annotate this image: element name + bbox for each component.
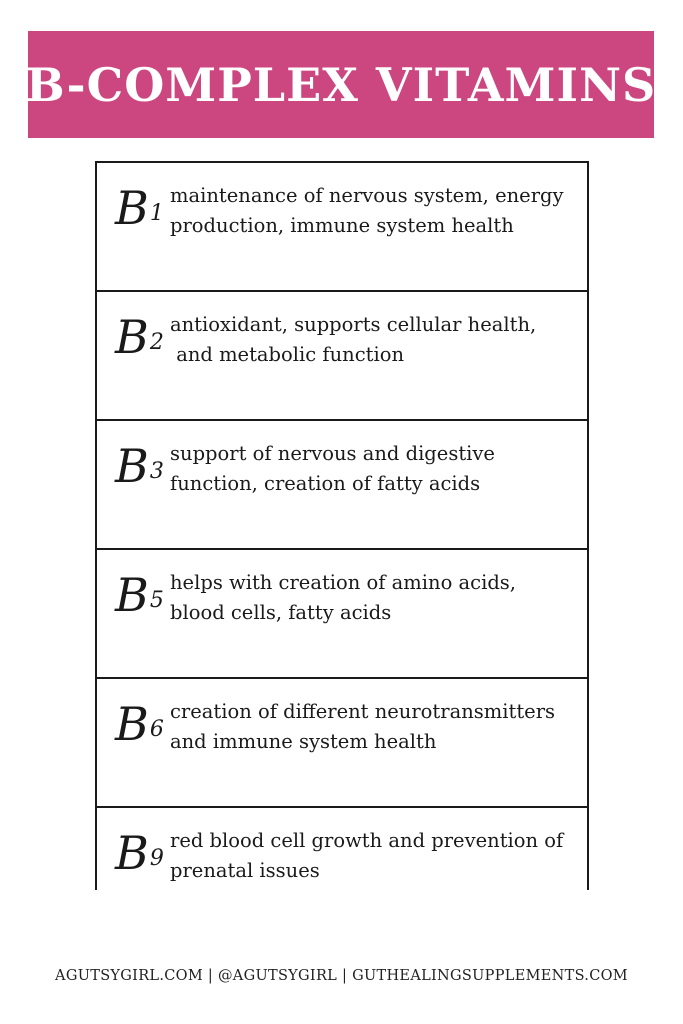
- vitamin-description: maintenance of nervous system, energy production, immune system health: [170, 184, 564, 237]
- vitamin-description: red blood cell growth and prevention of prenatal issues: [170, 829, 564, 882]
- page-title: B-COMPLEX VITAMINS: [25, 57, 657, 112]
- vitamin-row-b9: [97, 808, 587, 890]
- vitamin-description: creation of different neurotransmitters and immune system health: [170, 700, 556, 753]
- vitamin-label: B3: [115, 439, 164, 493]
- vitamin-label: B2: [115, 310, 164, 364]
- vitamin-label: B1: [115, 181, 164, 235]
- vitamin-label: B9: [115, 826, 164, 880]
- vitamin-label: B6: [115, 697, 164, 751]
- vitamin-label: B5: [115, 568, 164, 622]
- vitamin-row-b3: [97, 421, 587, 550]
- vitamin-row-b6: [97, 679, 587, 808]
- title-banner: [25, 31, 657, 138]
- vitamin-description: support of nervous and digestive function, creation of fatty acids: [170, 442, 495, 495]
- vitamin-row-b5: [97, 550, 587, 679]
- vitamin-description: helps with creation of amino acids, blood cells, fatty acids: [170, 571, 517, 624]
- vitamin-row-b1: [97, 163, 587, 292]
- vitamin-row-b2: [97, 292, 587, 421]
- vitamin-description: antioxidant, supports cellular health, and metabolic function: [170, 313, 537, 366]
- footer-credits: AGUTSYGIRL.COM | @AGUTSYGIRL | GUTHEALINGSUPPLEMENTS.COM: [55, 968, 628, 984]
- vitamin-table: [95, 161, 589, 890]
